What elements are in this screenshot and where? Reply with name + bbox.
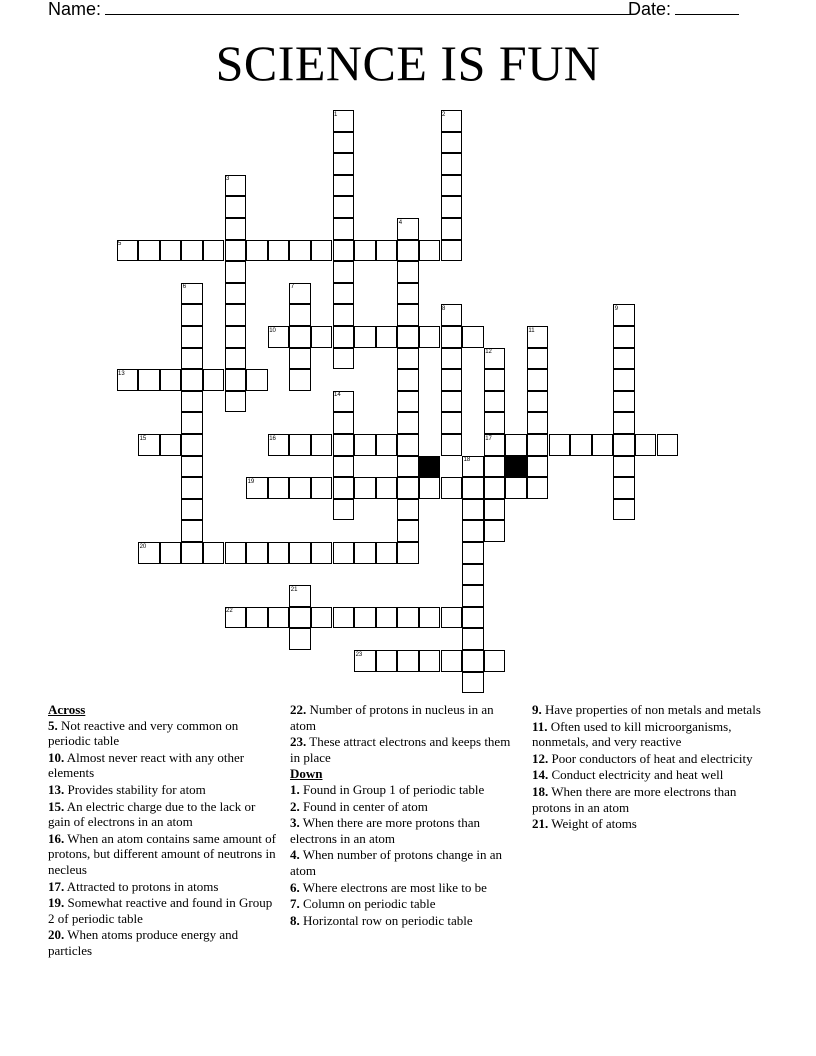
grid-cell[interactable] xyxy=(376,542,398,564)
grid-cell[interactable] xyxy=(613,477,635,499)
grid-cell[interactable] xyxy=(160,542,182,564)
grid-cell[interactable] xyxy=(527,434,549,456)
grid-cell[interactable] xyxy=(138,369,160,391)
grid-cell[interactable] xyxy=(397,456,419,478)
grid-cell[interactable] xyxy=(160,240,182,262)
grid-cell[interactable] xyxy=(289,326,311,348)
grid-cell[interactable] xyxy=(397,304,419,326)
clue-down-21: 21. Weight of atoms xyxy=(532,816,637,832)
grid-cell[interactable] xyxy=(419,650,441,672)
grid-cell[interactable] xyxy=(333,175,355,197)
grid-cell[interactable] xyxy=(397,261,419,283)
grid-cell[interactable] xyxy=(225,240,247,262)
grid-cell[interactable] xyxy=(289,304,311,326)
grid-cell[interactable] xyxy=(376,477,398,499)
grid-cell[interactable] xyxy=(354,607,376,629)
grid-cell[interactable] xyxy=(505,477,527,499)
cell-number: 14 xyxy=(334,392,341,399)
clue-down-4: 4. When number of protons change in an atom xyxy=(290,847,503,878)
grid-cell[interactable] xyxy=(333,499,355,521)
grid-cell[interactable] xyxy=(203,542,225,564)
clue-down-12: 12. Poor conductors of heat and electricity xyxy=(532,750,753,766)
grid-cell[interactable] xyxy=(181,326,203,348)
grid-cell[interactable] xyxy=(441,477,463,499)
grid-cell[interactable] xyxy=(462,650,484,672)
grid-cell[interactable] xyxy=(181,520,203,542)
grid-cell[interactable] xyxy=(376,326,398,348)
grid-cell[interactable] xyxy=(484,499,506,521)
grid-cell[interactable] xyxy=(484,391,506,413)
grid-cell[interactable] xyxy=(181,434,203,456)
grid-cell[interactable] xyxy=(311,434,333,456)
grid-cell[interactable] xyxy=(613,456,635,478)
grid-cell[interactable] xyxy=(311,326,333,348)
grid-cell[interactable] xyxy=(333,153,355,175)
grid-cell[interactable] xyxy=(441,240,463,262)
date-label: Date: xyxy=(628,0,672,19)
grid-cell[interactable] xyxy=(268,607,290,629)
grid-cell[interactable] xyxy=(441,391,463,413)
down-heading: Down xyxy=(290,766,323,782)
grid-cell[interactable] xyxy=(333,434,355,456)
grid-cell[interactable] xyxy=(397,542,419,564)
grid-cell[interactable] xyxy=(462,628,484,650)
cell-number: 19 xyxy=(247,478,255,485)
clue-column-3 xyxy=(532,702,764,833)
grid-cell[interactable] xyxy=(311,477,333,499)
grid-cell[interactable] xyxy=(613,348,635,370)
grid-cell[interactable] xyxy=(203,240,225,262)
clue-down-1: 1. Found in Group 1 of periodic table xyxy=(290,781,485,797)
cell-number: 10 xyxy=(269,327,276,334)
grid-cell[interactable] xyxy=(311,607,333,629)
grid-cell[interactable] xyxy=(333,240,355,262)
cell-number: 15 xyxy=(139,435,147,442)
grid-cell[interactable] xyxy=(268,477,290,499)
grid-cell[interactable] xyxy=(613,434,635,456)
grid-cell[interactable] xyxy=(613,391,635,413)
grid-cell[interactable] xyxy=(397,348,419,370)
grid-cell[interactable] xyxy=(484,650,506,672)
grid-cell[interactable] xyxy=(484,477,506,499)
clue-across-10: 10. Almost never react with any other elements xyxy=(48,749,245,781)
grid-cell[interactable] xyxy=(376,650,398,672)
name-label: Name: xyxy=(48,0,102,19)
clue-column-2 xyxy=(290,702,515,929)
grid-cell[interactable] xyxy=(441,196,463,218)
cell-number: 23 xyxy=(355,651,363,658)
grid-cell[interactable] xyxy=(333,348,355,370)
grid-cell[interactable] xyxy=(441,348,463,370)
clue-across-16: 16. When an atom contains same amount of protons, but different amount of neutrons in necleus xyxy=(48,830,276,877)
cell-number: 12 xyxy=(485,349,492,356)
grid-cell[interactable] xyxy=(441,650,463,672)
grid-cell[interactable] xyxy=(181,369,203,391)
grid-cell[interactable] xyxy=(225,218,247,240)
grid-cell[interactable] xyxy=(441,218,463,240)
puzzle-title: SCIENCE IS FUN xyxy=(215,35,601,91)
cell-number: 7 xyxy=(290,284,295,291)
grid-cell[interactable] xyxy=(397,499,419,521)
grid-cell[interactable] xyxy=(333,326,355,348)
grid-cell[interactable] xyxy=(527,391,549,413)
cell-number: 4 xyxy=(398,219,403,226)
clue-across-5: 5. Not reactive and very common on periodic table xyxy=(48,717,239,749)
grid-cell[interactable] xyxy=(289,628,311,650)
clue-down-6: 6. Where electrons are most like to be xyxy=(290,879,487,895)
cell-number: 11 xyxy=(528,327,535,334)
grid-cell[interactable] xyxy=(397,650,419,672)
grid-cell[interactable] xyxy=(613,369,635,391)
clue-across-23: 23. These attract electrons and keeps them in place xyxy=(290,734,511,765)
cell-number: 20 xyxy=(139,543,147,550)
cell-number: 17 xyxy=(485,435,492,442)
grid-cell[interactable] xyxy=(397,240,419,262)
clue-across-13: 13. Provides stability for atom xyxy=(48,781,206,797)
grid-cell[interactable] xyxy=(462,326,484,348)
grid-cell[interactable] xyxy=(376,240,398,262)
cell-number: 6 xyxy=(182,284,187,291)
grid-cell[interactable] xyxy=(462,542,484,564)
grid-cell[interactable] xyxy=(419,607,441,629)
grid-cell[interactable] xyxy=(397,477,419,499)
grid-cell[interactable] xyxy=(397,607,419,629)
grid-cell[interactable] xyxy=(419,477,441,499)
grid-cell[interactable] xyxy=(441,153,463,175)
grid-cell[interactable] xyxy=(354,240,376,262)
grid-cell[interactable] xyxy=(246,542,268,564)
grid-cell[interactable] xyxy=(225,326,247,348)
grid-cell[interactable] xyxy=(333,132,355,154)
grid-cell[interactable] xyxy=(527,369,549,391)
grid-cell[interactable] xyxy=(333,218,355,240)
grid-cell[interactable] xyxy=(289,542,311,564)
grid-cell[interactable] xyxy=(225,542,247,564)
clue-across-15: 15. An electric charge due to the lack or gain of electrons in an atom xyxy=(48,798,256,830)
grid-cell[interactable] xyxy=(333,542,355,564)
clue-down-18: 18. When there are more electrons than protons in an atom xyxy=(532,783,737,815)
clue-down-2: 2. Found in center of atom xyxy=(290,798,428,814)
grid-cell[interactable] xyxy=(419,326,441,348)
cell-number: 1 xyxy=(334,111,338,118)
grid-cell[interactable] xyxy=(268,542,290,564)
grid-cell[interactable] xyxy=(289,369,311,391)
grid-cell[interactable] xyxy=(289,348,311,370)
grid-cell[interactable] xyxy=(246,607,268,629)
grid-cell[interactable] xyxy=(138,240,160,262)
grid-cell[interactable] xyxy=(657,434,679,456)
grid-cell[interactable] xyxy=(441,412,463,434)
grid-cell[interactable] xyxy=(181,348,203,370)
grid-cell[interactable] xyxy=(333,477,355,499)
grid-cell[interactable] xyxy=(333,607,355,629)
clue-across-19: 19. Somewhat reactive and found in Group 2 of periodic table xyxy=(48,895,273,926)
grid-block xyxy=(419,456,441,478)
clue-down-8: 8. Horizontal row on periodic table xyxy=(290,912,473,928)
grid-cell[interactable] xyxy=(462,607,484,629)
grid-cell[interactable] xyxy=(462,564,484,586)
grid-cell[interactable] xyxy=(225,196,247,218)
grid-cell[interactable] xyxy=(354,326,376,348)
grid-block xyxy=(505,456,527,478)
grid-cell[interactable] xyxy=(181,391,203,413)
grid-cell[interactable] xyxy=(225,369,247,391)
cell-number: 16 xyxy=(269,435,276,442)
cell-number: 18 xyxy=(463,457,471,464)
grid-cell[interactable] xyxy=(397,369,419,391)
grid-cell[interactable] xyxy=(333,304,355,326)
grid-cell[interactable] xyxy=(549,434,571,456)
grid-cell[interactable] xyxy=(181,477,203,499)
grid-cell[interactable] xyxy=(527,477,549,499)
grid-cell[interactable] xyxy=(225,304,247,326)
grid-cell[interactable] xyxy=(181,304,203,326)
cell-number: 5 xyxy=(118,241,122,248)
grid-cell[interactable] xyxy=(225,391,247,413)
grid-cell[interactable] xyxy=(527,412,549,434)
grid-cell[interactable] xyxy=(441,607,463,629)
grid-cell[interactable] xyxy=(354,477,376,499)
clue-down-3: 3. When there are more protons than electrons in an atom xyxy=(290,815,480,846)
clue-down-7: 7. Column on periodic table xyxy=(290,896,436,912)
grid-cell[interactable] xyxy=(397,520,419,542)
grid-cell[interactable] xyxy=(397,391,419,413)
grid-cell[interactable] xyxy=(484,369,506,391)
grid-cell[interactable] xyxy=(441,132,463,154)
grid-cell[interactable] xyxy=(203,369,225,391)
grid-cell[interactable] xyxy=(181,456,203,478)
clue-down-14: 14. Conduct electricity and heat well xyxy=(532,767,724,783)
grid-cell[interactable] xyxy=(419,240,441,262)
grid-cell[interactable] xyxy=(333,283,355,305)
grid-cell[interactable] xyxy=(289,607,311,629)
grid-cell[interactable] xyxy=(635,434,657,456)
grid-cell[interactable] xyxy=(462,477,484,499)
grid-cell[interactable] xyxy=(397,434,419,456)
grid-cell[interactable] xyxy=(613,412,635,434)
grid-cell[interactable] xyxy=(441,326,463,348)
grid-cell[interactable] xyxy=(527,348,549,370)
grid-cell[interactable] xyxy=(484,412,506,434)
grid-cell[interactable] xyxy=(462,499,484,521)
grid-cell[interactable] xyxy=(441,175,463,197)
grid-cell[interactable] xyxy=(376,434,398,456)
grid-cell[interactable] xyxy=(527,456,549,478)
clue-across-22: 22. Number of protons in nucleus in an atom xyxy=(290,702,494,733)
cell-number: 9 xyxy=(614,305,619,312)
grid-cell[interactable] xyxy=(268,240,290,262)
across-heading: Across xyxy=(48,702,86,717)
grid-cell[interactable] xyxy=(441,434,463,456)
grid-cell[interactable] xyxy=(484,456,506,478)
grid-cell[interactable] xyxy=(311,240,333,262)
grid-cell[interactable] xyxy=(354,434,376,456)
grid-cell[interactable] xyxy=(160,434,182,456)
clue-down-11: 11. Often used to kill microorganisms, nonmetals, and very reactive xyxy=(532,718,732,750)
cell-number: 13 xyxy=(118,370,125,377)
grid-cell[interactable] xyxy=(246,369,268,391)
grid-cell[interactable] xyxy=(505,434,527,456)
grid-cell[interactable] xyxy=(613,499,635,521)
cell-number: 3 xyxy=(226,176,230,183)
grid-cell[interactable] xyxy=(181,412,203,434)
grid-cell[interactable] xyxy=(462,672,484,694)
grid-cell[interactable] xyxy=(397,283,419,305)
cell-number: 2 xyxy=(442,111,446,118)
grid-cell[interactable] xyxy=(181,542,203,564)
cell-number: 8 xyxy=(442,305,446,312)
clue-across-17: 17. Attracted to protons in atoms xyxy=(48,878,219,894)
grid-cell[interactable] xyxy=(225,348,247,370)
grid-cell[interactable] xyxy=(484,520,506,542)
grid-cell[interactable] xyxy=(354,542,376,564)
grid-cell[interactable] xyxy=(333,261,355,283)
grid-cell[interactable] xyxy=(311,542,333,564)
grid-cell[interactable] xyxy=(333,456,355,478)
grid-cell[interactable] xyxy=(225,283,247,305)
grid-cell[interactable] xyxy=(441,369,463,391)
grid-cell[interactable] xyxy=(397,326,419,348)
clue-column-1 xyxy=(48,702,276,960)
grid-cell[interactable] xyxy=(289,240,311,262)
grid-cell[interactable] xyxy=(225,261,247,283)
cell-number: 22 xyxy=(226,608,233,615)
grid-cell[interactable] xyxy=(333,196,355,218)
grid-cell[interactable] xyxy=(613,326,635,348)
grid-cell[interactable] xyxy=(160,369,182,391)
grid-cell[interactable] xyxy=(397,412,419,434)
grid-cell[interactable] xyxy=(181,499,203,521)
grid-cell[interactable] xyxy=(462,585,484,607)
grid-cell[interactable] xyxy=(592,434,614,456)
grid-cell[interactable] xyxy=(181,240,203,262)
grid-cell[interactable] xyxy=(376,607,398,629)
grid-cell[interactable] xyxy=(462,520,484,542)
clue-down-9: 9. Have properties of non metals and metals xyxy=(532,702,761,717)
grid-cell[interactable] xyxy=(246,240,268,262)
clue-across-20: 20. When atoms produce energy and particles xyxy=(48,927,239,958)
grid-cell[interactable] xyxy=(570,434,592,456)
grid-cell[interactable] xyxy=(333,412,355,434)
grid-cell[interactable] xyxy=(289,434,311,456)
cell-number: 21 xyxy=(290,586,298,593)
grid-cell[interactable] xyxy=(289,477,311,499)
